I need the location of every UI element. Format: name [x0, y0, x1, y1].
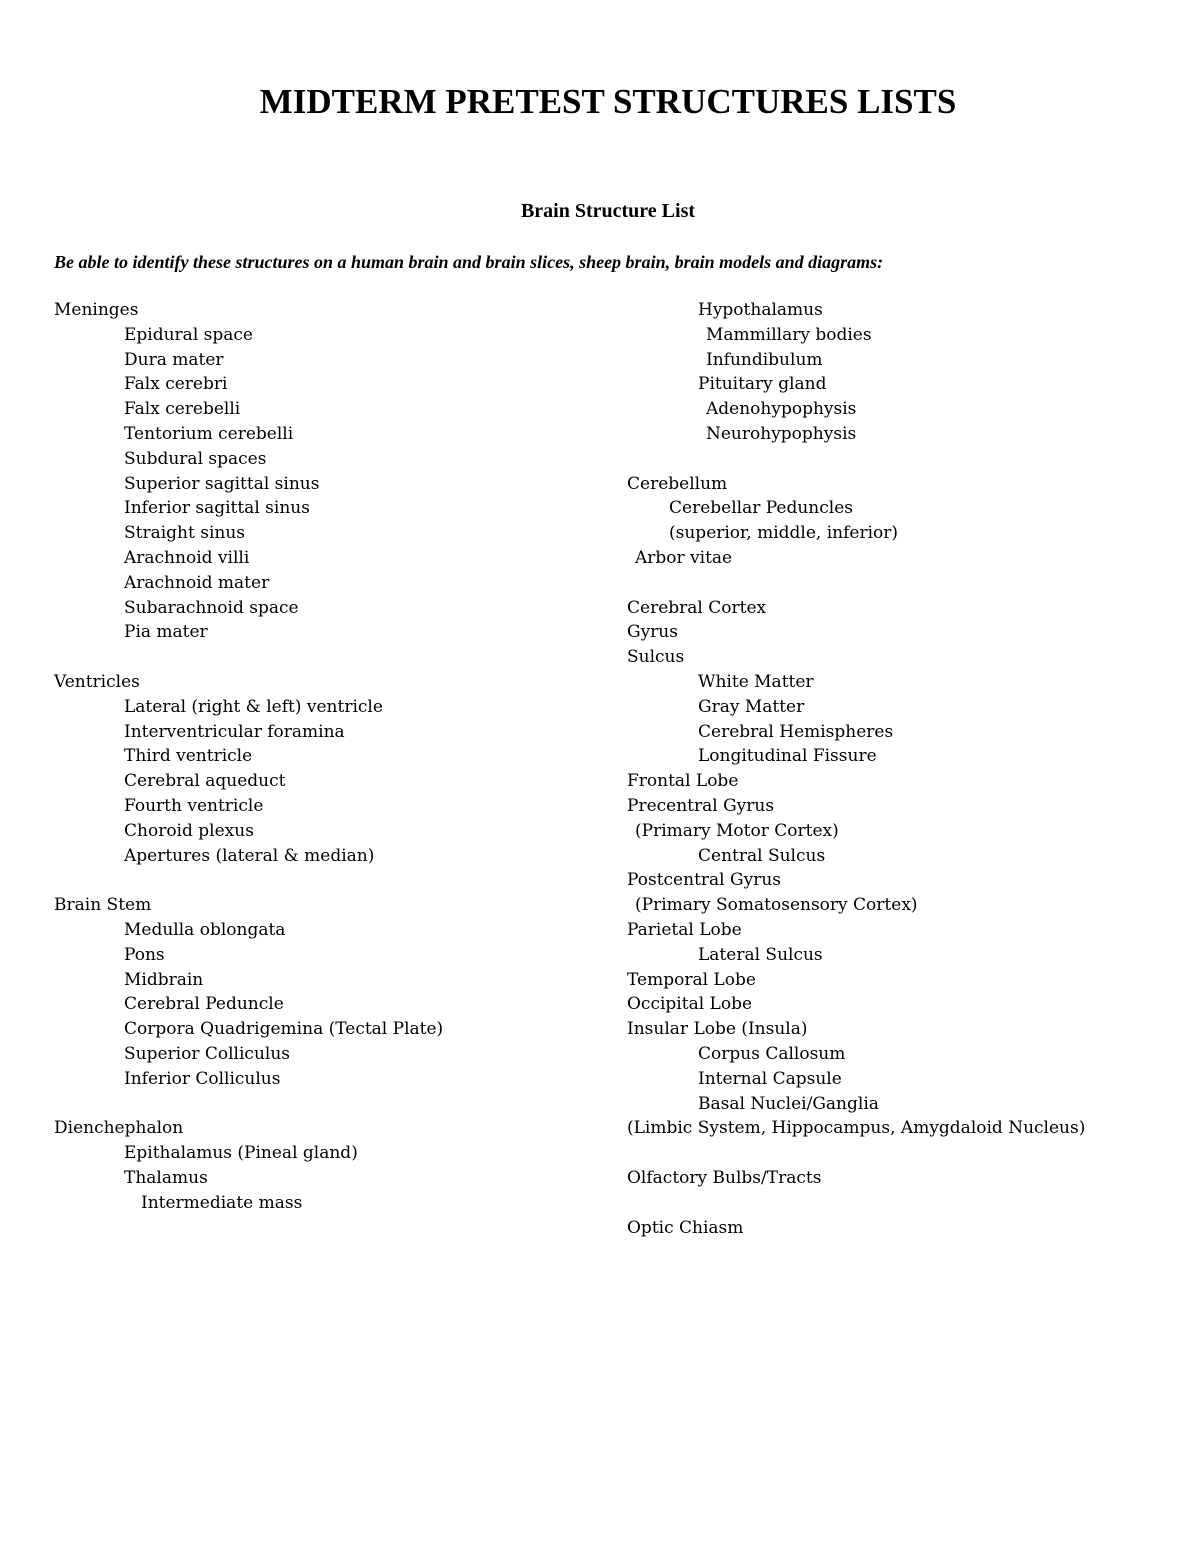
structure-item: Arachnoid mater	[124, 572, 270, 593]
structure-item: Superior sagittal sinus	[124, 473, 320, 494]
structure-item: Gray Matter	[698, 696, 805, 717]
structure-item: Inferior Colliculus	[124, 1068, 281, 1089]
structure-item: Lateral (right & left) ventricle	[124, 696, 383, 717]
structure-item: Intermediate mass	[141, 1192, 303, 1213]
structure-item: Arbor vitae	[635, 548, 733, 568]
structure-item: Pons	[124, 944, 165, 965]
structure-item: Pituitary gland	[698, 374, 827, 395]
structure-item: Epithalamus (Pineal gland)	[124, 1143, 358, 1164]
structure-item: Fourth ventricle	[124, 796, 264, 816]
structure-item: Internal Capsule	[698, 1068, 842, 1089]
structure-item: (Primary Motor Cortex)	[635, 820, 839, 841]
structure-group-heading: Sulcus	[627, 647, 685, 668]
section-heading: Brain Structure List	[520, 200, 696, 222]
structure-item: Cerebral aqueduct	[124, 771, 286, 792]
structure-item: Cerebral Hemispheres	[698, 721, 894, 742]
structure-item: Neurohypophysis	[706, 424, 857, 444]
structure-item: Corpus Callosum	[698, 1044, 846, 1064]
structure-item: Basal Nuclei/Ganglia	[698, 1093, 879, 1114]
structure-group-heading: (Limbic System, Hippocampus, Amygdaloid Nucleus)	[627, 1118, 1086, 1139]
structure-item: White Matter	[698, 672, 814, 692]
structure-item: Third ventricle	[124, 746, 253, 767]
structure-item: Arachnoid villi	[124, 548, 250, 568]
structure-item: Adenohypophysis	[706, 399, 857, 420]
structure-item: Straight sinus	[124, 523, 246, 544]
structure-item: Choroid plexus	[124, 820, 254, 841]
structure-group-heading: Olfactory Bulbs/Tracts	[627, 1168, 822, 1188]
structure-item: Subdural spaces	[124, 448, 267, 469]
structure-group-heading: Precentral Gyrus	[627, 796, 775, 816]
structure-group-heading: Temporal Lobe	[627, 969, 756, 990]
structure-item: Pia mater	[124, 622, 208, 643]
structure-item: Longitudinal Fissure	[698, 746, 877, 767]
instruction-text: Be able to identify these structures on a human brain and brain slices, sheep brain, brain models and diagrams:	[54, 252, 884, 272]
structure-group-heading: Meninges	[54, 300, 139, 320]
structure-item: Cerebellar Peduncles	[669, 498, 853, 519]
structure-group-heading: Brain Stem	[54, 895, 152, 916]
structure-group-heading: Parietal Lobe	[627, 920, 742, 940]
structure-item: Hypothalamus	[698, 300, 823, 320]
structure-group-heading: Cerebral Cortex	[627, 597, 767, 618]
document-title: MIDTERM PRETEST STRUCTURES LISTS	[259, 82, 957, 121]
structure-item: Thalamus	[124, 1168, 208, 1188]
structure-item: (Primary Somatosensory Cortex)	[635, 895, 918, 916]
structure-group-heading: Insular Lobe (Insula)	[627, 1019, 808, 1040]
structure-item: Medulla oblongata	[124, 920, 286, 940]
structure-item: Lateral Sulcus	[698, 944, 823, 965]
structure-item: (superior, middle, inferior)	[669, 523, 899, 544]
structure-item: Apertures (lateral & median)	[124, 845, 375, 866]
structure-item: Midbrain	[124, 969, 204, 990]
structure-item: Falx cerebri	[124, 374, 228, 395]
structure-item: Tentorium cerebelli	[124, 424, 294, 444]
structure-item: Cerebral Peduncle	[124, 994, 284, 1015]
structure-item: Inferior sagittal sinus	[124, 498, 310, 519]
structure-item: Corpora Quadrigemina (Tectal Plate)	[124, 1019, 444, 1040]
structure-item: Falx cerebelli	[124, 399, 241, 420]
structure-item: Subarachnoid space	[124, 597, 299, 618]
structure-group-heading: Optic Chiasm	[627, 1217, 744, 1238]
structure-item: Epidural space	[124, 324, 253, 345]
structure-item: Dura mater	[124, 349, 224, 370]
structure-group-heading: Ventricles	[54, 672, 140, 692]
structure-item: Mammillary bodies	[706, 324, 872, 345]
structure-item: Superior Colliculus	[124, 1044, 290, 1064]
structure-group-heading: Frontal Lobe	[627, 771, 739, 792]
structure-item: Interventricular foramina	[124, 721, 345, 742]
structure-group-heading: Cerebellum	[627, 473, 728, 494]
structure-group-heading: Dienchephalon	[54, 1118, 184, 1139]
structure-group-heading: Postcentral Gyrus	[627, 870, 781, 891]
structure-item: Infundibulum	[706, 349, 823, 370]
structure-item: Central Sulcus	[698, 845, 826, 866]
structure-group-heading: Occipital Lobe	[627, 994, 753, 1015]
structure-group-heading: Gyrus	[627, 622, 678, 643]
